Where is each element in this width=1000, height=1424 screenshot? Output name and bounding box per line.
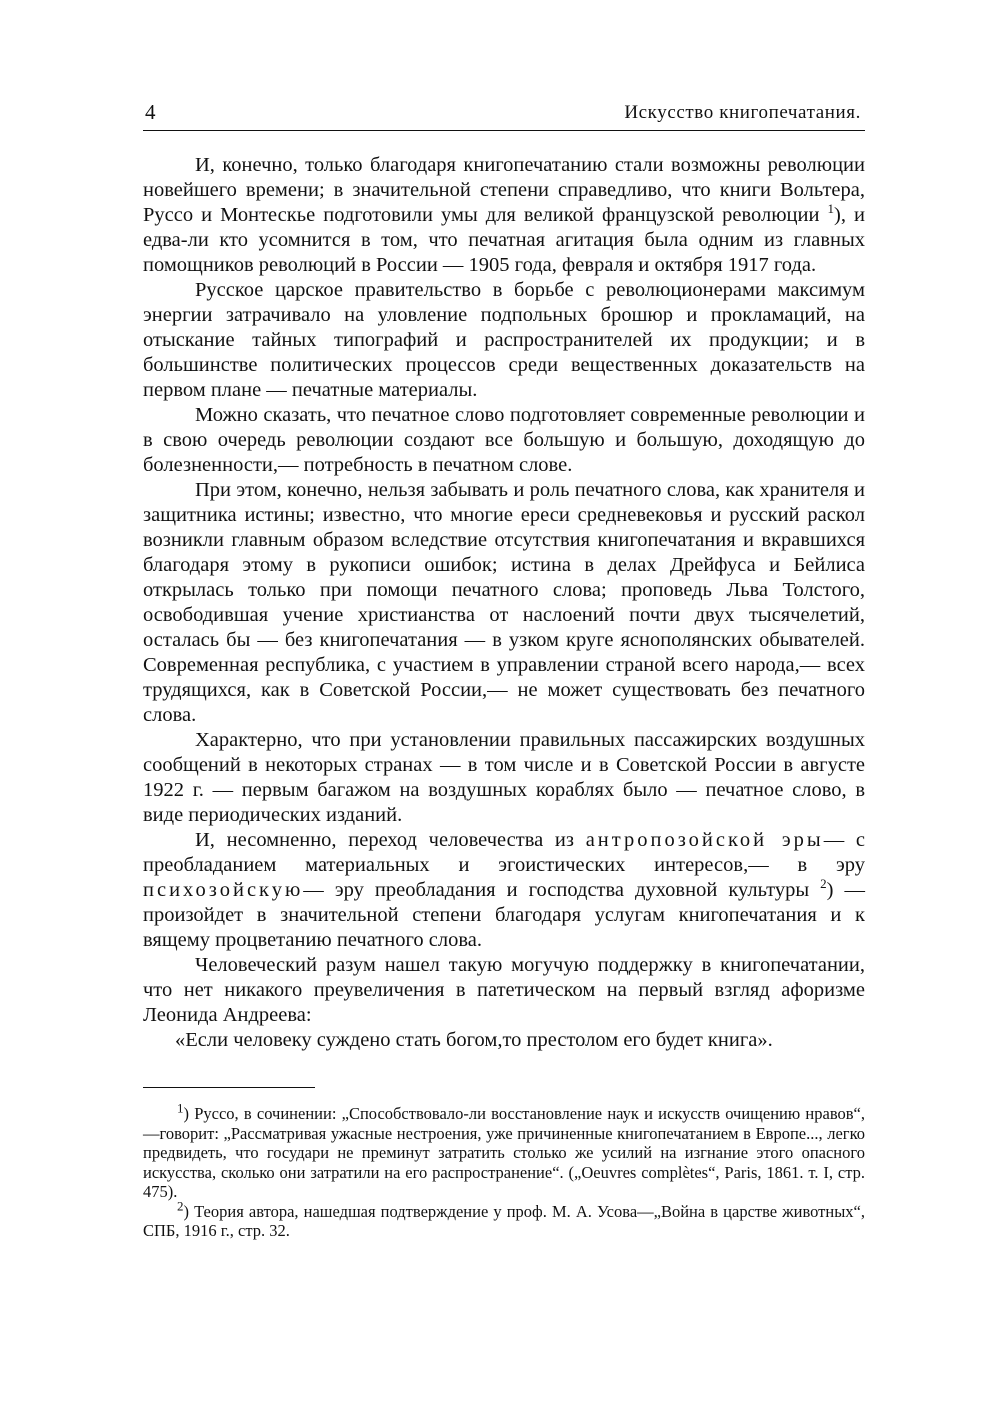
andreev-quote: «Если человеку суждено стать богом,то престолом его будет книга». xyxy=(175,1029,773,1051)
footnote-1 xyxy=(143,1100,865,1202)
footnote-2-mark: 2 xyxy=(177,1198,184,1213)
paragraph-4: При этом, конечно, нельзя забывать и роль печатного слова, как хранителя и защитника истины; известно, что многие ереси средневековья и русский раскол возникли главным образом вследствие отсутствия книгопечатания и вкравшихся благодаря этому в рукописи ошибок; истина в делах Дрейфуса и Бейлиса открылась только при помощи печатного слова; проповедь Льва Толстого, освободившая учение христианства от наслоений почти двух тысячелетий, осталась бы — без книгопечатания — в узком круге яснополянских обывателей. Современная республика, с участием в управлении страной всего народа,— всех трудящихся, как в Советской России,— не может существовать без печатного слова. xyxy=(143,479,865,726)
term-psychozoic: психозойскую xyxy=(143,879,304,901)
paragraph-6-part-b: — с преобладанием материальных и эгоистических интересов,— в эру xyxy=(143,829,866,876)
paragraph-6 xyxy=(143,828,865,953)
main-text xyxy=(143,153,865,1053)
footnote-divider xyxy=(143,1087,315,1088)
footnote-ref-2: 2 xyxy=(820,876,827,892)
running-title: Искусство книгопечатания. xyxy=(624,102,861,123)
footnote-1-mark: 1 xyxy=(177,1100,184,1116)
paragraph-1 xyxy=(143,153,865,278)
paragraph-6-part-c: — эру преобладания и господства духовной культуры xyxy=(303,879,810,901)
paragraph-1-end: ), и едва-ли кто усомнится в том, что печатная агитация была одним из главных помощников революций в России — 1905 года, февраля и октября 1917 года. xyxy=(143,204,865,276)
paragraph-2: Русское царское правительство в борьбе с революционерами максимум энергии затрачивало на уловление подпольных брошюр и прокламаций, на отыскание тайных типографий и распространителей их продукции; и в большинстве политических процессов среди вещественных доказательств на первом плане — печатные материалы. xyxy=(143,279,865,401)
paragraph-1-text: И, конечно, только благодаря книгопечатанию стали возможны революции новейшего времени; в значительной степени справедливо, что книги Вольтера, Руссо и Монтескье подготовили умы для великой французской революции xyxy=(143,154,865,226)
footnote-1-text: ) Руссо, в сочинении: „Способствовало-ли восстановление наук и искусств очищению нравов“,—говорит: „Рассматривая ужасные нестроения, уже причиненные книгопечатанием в Европе..., легко предвидеть, что государи не преминут затратить столько же усилий на изгнание этого опасного искусства, сколько они затратили на его распространение“. („Oeuvres complètes“, Paris, 1861. т. I, стр. 475). xyxy=(143,1104,865,1201)
footnote-2-text: ) Теория автора, нашедшая подтверждение у проф. М. А. Усова—„Война в царстве животных“, СПБ, 1916 г., стр. 32. xyxy=(143,1201,865,1240)
footnotes xyxy=(143,1100,865,1241)
term-anthropozoic: антропозойской эры xyxy=(585,829,824,851)
paragraph-6-part-a: И, несомненно, переход человечества из xyxy=(195,829,574,851)
page-number: 4 xyxy=(145,100,156,124)
paragraph-5: Характерно, что при установлении правильных пассажирских воздушных сообщений в некоторых странах — в том числе и в Советской России в августе 1922 г. — первым багажом на воздушных кораблях было — печатное слово, в виде периодических изданий. xyxy=(143,729,865,826)
footnote-2 xyxy=(143,1198,865,1241)
paragraph-6-part-d: ) — произойдет в значительной степени благодаря услугам книгопечатания и к вящему процветанию печатного слова. xyxy=(143,879,866,951)
book-page xyxy=(143,96,865,1241)
paragraph-3: Можно сказать, что печатное слово подготовляет современные революции и в свою очередь революции создают все большую и большую, доходящую до болезненности,— потребность в печатном слове. xyxy=(143,404,865,476)
paragraph-7: Человеческий разум нашел такую могучую поддержку в книгопечатании, что нет никакого преувеличения в патетическом на первый взгляд афоризме Леонида Андреева: xyxy=(143,954,865,1026)
page-header xyxy=(143,96,865,131)
footnote-ref-1: 1 xyxy=(827,201,835,217)
